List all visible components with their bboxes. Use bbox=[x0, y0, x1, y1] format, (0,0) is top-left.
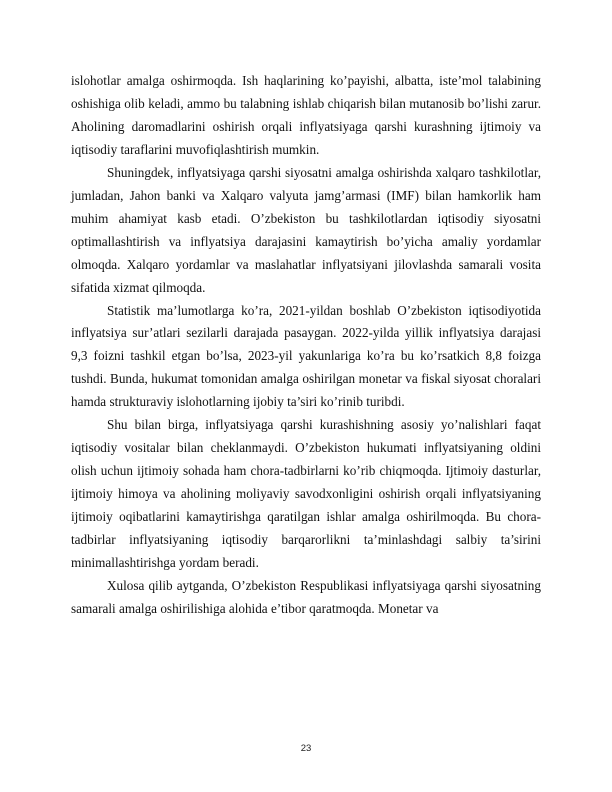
paragraph-international-cooperation: Shuningdek, inflyatsiyaga qarshi siyosatni amalga oshirishda xalqaro tashkilotlar, jumladan, Jahon banki va Xalqaro valyuta jamg’armasi (IMF) bilan hamkorlik ham muhim ahamiyat kasb etadi. O’zbekiston bu tashkilotlardan iqtisodiy siyosatni optimallashtirish va inflyatsiya darajasini kamaytirish bo’yicha amaliy yordamlar olmoqda. Xalqaro yordamlar va maslahatlar inflyatsiyani jilovlashda samarali vosita sifatida xizmat qilmoqda. bbox=[71, 164, 541, 295]
body-text bbox=[71, 70, 541, 621]
page-number: 23 bbox=[300, 743, 312, 754]
paragraph-continuation: islohotlar amalga oshirmoqda. Ish haqlarining ko’payishi, albatta, iste’mol talabining oshishiga olib keladi, ammo bu talabning ishlab chiqarish bilan mutanosib bo’lishi zarur. Aholining daromadlarini oshirish orqali inflyatsiyaga qarshi kurashning ijtimoiy va iqtisodiy taraflarini muvofiqlashtirish mumkin. bbox=[71, 73, 541, 157]
paragraph-social-measures: Shu bilan birga, inflyatsiyaga qarshi kurashishning asosiy yo’nalishlari faqat iqtisodiy vositalar bilan cheklanmaydi. O’zbekiston hukumati inflyatsiyaning oldini olish uchun ijtimoiy sohada ham chora-tadbirlarni ko’rib chiqmoqda. Ijtimoiy dasturlar, ijtimoiy himoya va aholining moliyaviy savodxonligini oshirish orqali inflyatsiyaning ijtimoiy oqibatlarini kamaytirishga qaratilgan ishlar amalga oshirilmoqda. Bu chora-tadbirlar inflyatsiyaning iqtisodiy barqarorlikni ta’minlashdagi salbiy ta’sirini minimallashtirishga yordam beradi. bbox=[71, 417, 541, 571]
paragraph-statistics: Statistik ma’lumotlarga ko’ra, 2021-yildan boshlab O’zbekiston iqtisodiyotida inflyatsiya sur’atlari sezilarli darajada pasaygan. 2022-yilda yillik inflyatsiya darajasi 9,3 foizni tashkil etgan bo’lsa, 2023-yil yakunlariga ko’ra bu ko’rsatkich 8,8 foizga tushdi. Bunda, hukumat tomonidan amalga oshirilgan monetar va fiskal siyosat choralari hamda strukturaviy islohotlarning ijobiy ta’siri ko’rinib turibdi. bbox=[71, 302, 541, 410]
paragraph-conclusion: Xulosa qilib aytganda, O’zbekiston Respublikasi inflyatsiyaga qarshi siyosatning samarali amalga oshirilishiga alohida e’tibor qaratmoqda. Monetar va bbox=[71, 577, 541, 616]
